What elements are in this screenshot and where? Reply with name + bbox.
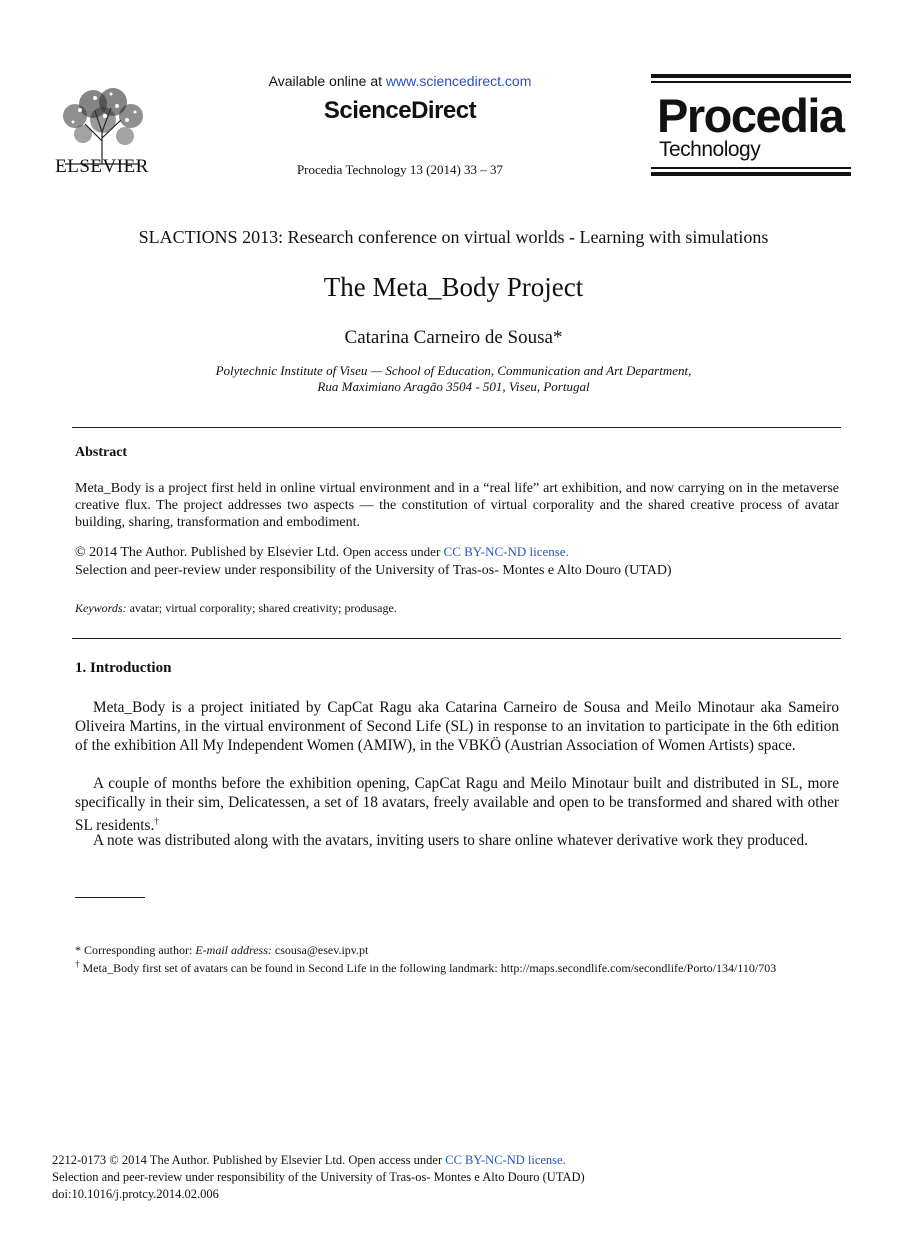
divider xyxy=(72,427,841,428)
footnote-mark: * xyxy=(75,943,84,957)
license-link[interactable]: CC BY-NC-ND license. xyxy=(443,544,569,559)
journal-title: Procedia xyxy=(657,89,844,142)
peer-review-line: Selection and peer-review under responsibility of the University of Tras-os- Montes e Alto Douro (UTAD) xyxy=(75,563,672,578)
footnote-label: Corresponding author: xyxy=(84,943,193,957)
logo-top-rule-thin xyxy=(651,81,851,83)
footnote-landmark xyxy=(75,959,776,976)
conference-name: SLACTIONS 2013: Research conference on virtual worlds - Learning with simulations xyxy=(138,227,769,247)
copyright-text: © 2014 The Author. Published by Elsevier Ltd. xyxy=(75,545,343,560)
procedia-journal-logo xyxy=(651,74,851,177)
sciencedirect-link[interactable]: www.sciencedirect.com xyxy=(385,73,532,89)
logo-top-rule xyxy=(651,74,851,78)
footer-peer-review: Selection and peer-review under responsibility of the University of Tras-os- Montes e Alto Douro (UTAD) xyxy=(52,1170,585,1184)
intro-paragraph-2-text: A couple of months before the exhibition opening, CapCat Ragu and Meilo Minotaur built and distributed in SL, more specifically in their sim, Delicatessen, a set of 18 avatars, freely available and open to be transformed and shared with other SL residents. xyxy=(75,775,839,835)
section-heading: 1. Introduction xyxy=(75,660,172,676)
available-online-line xyxy=(230,73,570,89)
footer-license-link[interactable]: CC BY-NC-ND license. xyxy=(445,1153,566,1167)
keywords-list: avatar; virtual corporality; shared creativity; produsage. xyxy=(126,601,397,615)
footer-copyright xyxy=(52,1153,566,1168)
affiliation-line-2: Rua Maximiano Aragão 3504 - 501, Viseu, Portugal xyxy=(317,379,590,394)
logo-bottom-rule-thin xyxy=(651,167,851,169)
footnote-corresponding-author xyxy=(75,943,368,958)
author-name: Catarina Carneiro de Sousa* xyxy=(344,327,563,348)
keywords-label: Keywords: xyxy=(75,601,127,615)
publisher-name: ELSEVIER xyxy=(55,156,149,177)
intro-paragraph-3: A note was distributed along with the avatars, inviting users to share online whatever derivative work they produced. xyxy=(93,832,808,849)
journal-reference: Procedia Technology 13 (2014) 33 – 37 xyxy=(296,162,504,177)
footnote-mark: † xyxy=(75,959,80,969)
intro-paragraph-1: Meta_Body is a project initiated by CapCat Ragu aka Catarina Carneiro de Sousa and Meilo Minotaur aka Sameiro Oliveira Martins, in the virtual environment of Second Life (SL) in response to an invitation to participate in the 6th edition of the exhibition All My Independent Women (AMIW), in the VBKÖ (Austrian Association of Women Artists) space. xyxy=(75,699,839,754)
sciencedirect-brand: ScienceDirect xyxy=(323,97,477,124)
abstract-heading: Abstract xyxy=(75,445,128,460)
copyright-line xyxy=(75,544,569,561)
divider xyxy=(72,638,841,639)
paper-title: The Meta_Body Project xyxy=(323,272,584,302)
footnote-marker[interactable]: † xyxy=(154,816,159,826)
logo-bottom-rule xyxy=(651,172,851,176)
open-access-text: Open access under xyxy=(342,544,444,559)
email-label: E-mail address: xyxy=(192,943,272,957)
affiliation-line-1: Polytechnic Institute of Viseu — School of Education, Communication and Art Department, xyxy=(215,363,692,378)
footnote-text: Meta_Body first set of avatars can be found in Second Life in the following landmark: http://maps.secondlife.com/secondlife/Porto/134/110/703 xyxy=(79,961,777,975)
footnote-rule xyxy=(75,897,145,898)
intro-paragraph-2 xyxy=(75,774,839,835)
available-prefix: Available online at xyxy=(268,73,386,89)
footer-doi[interactable]: doi:10.1016/j.protcy.2014.02.006 xyxy=(52,1187,219,1201)
email-address[interactable]: csousa@esev.ipv.pt xyxy=(271,943,369,957)
keywords-line xyxy=(75,601,397,616)
abstract-text: Meta_Body is a project first held in online virtual environment and in a “real life” art exhibition, and now carrying on in the metaverse creative flux. The project addresses two aspects — the constitution of virtual corporality and the shared creative process of avatar building, sharing, transformation and embodiment. xyxy=(75,481,839,530)
journal-subtitle: Technology xyxy=(659,138,761,161)
footer-copyright-text: 2212-0173 © 2014 The Author. Published by Elsevier Ltd. Open access under xyxy=(52,1153,446,1167)
